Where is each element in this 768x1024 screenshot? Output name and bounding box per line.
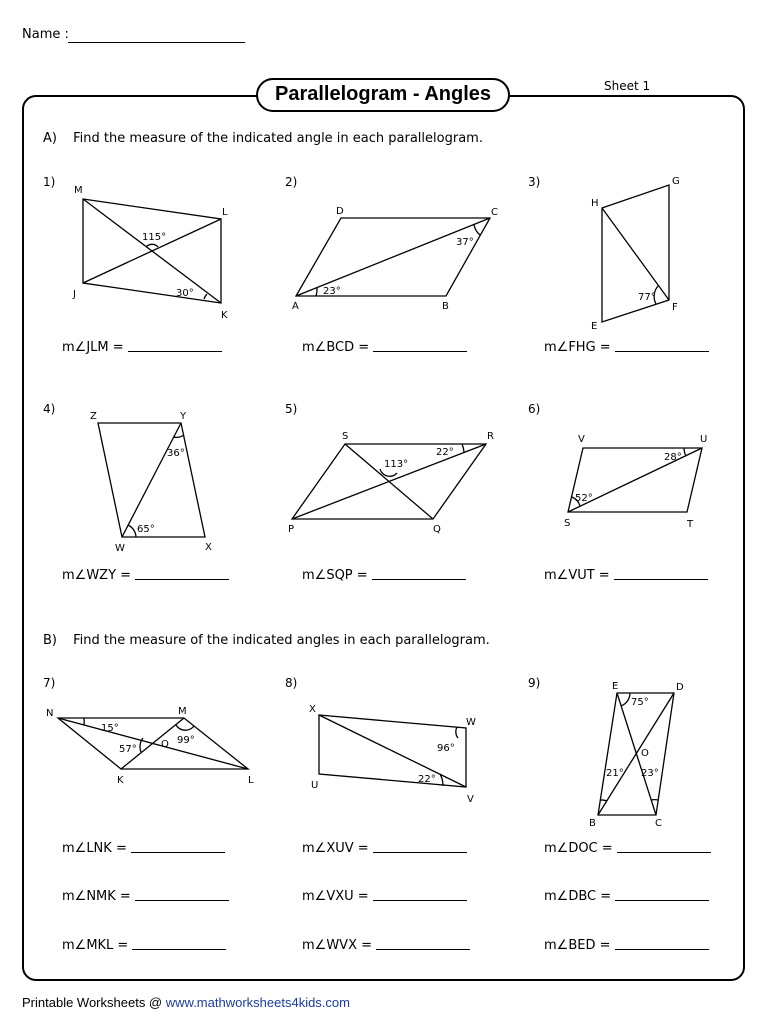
section-b-label: B) bbox=[43, 633, 57, 648]
figure-5 bbox=[288, 431, 494, 535]
vertex-label: L bbox=[222, 207, 228, 218]
vertex-label: K bbox=[221, 310, 228, 321]
vertex-label: S bbox=[564, 518, 571, 529]
problem-number-7: 7) bbox=[43, 676, 56, 690]
figure-6 bbox=[564, 434, 707, 530]
diagonal-line bbox=[122, 423, 181, 537]
vertex-label: M bbox=[74, 185, 83, 196]
angle-label: 77° bbox=[638, 292, 656, 303]
vertex-label: B bbox=[589, 818, 596, 829]
vertex-label: P bbox=[288, 524, 295, 535]
answer-label: m∠VUT = bbox=[544, 568, 610, 583]
figure-8 bbox=[309, 704, 476, 805]
vertex-label: H bbox=[591, 198, 599, 209]
problem-number-8: 8) bbox=[285, 676, 298, 690]
vertex-label: T bbox=[687, 519, 694, 530]
angle-arc bbox=[621, 693, 630, 706]
answer-label: m∠MKL = bbox=[62, 938, 129, 953]
vertex-label: G bbox=[672, 176, 680, 187]
angle-label: 36° bbox=[167, 448, 185, 459]
answer-label: m∠DOC = bbox=[544, 841, 613, 856]
vertex-label: S bbox=[342, 431, 349, 442]
vertex-label: D bbox=[336, 206, 344, 217]
angle-label: 37° bbox=[456, 237, 474, 248]
angle-label: 23° bbox=[641, 768, 659, 779]
problem-number-2: 2) bbox=[285, 175, 298, 189]
angle-label: 21° bbox=[606, 768, 624, 779]
figure-3 bbox=[591, 176, 680, 332]
angle-label: 22° bbox=[436, 447, 454, 458]
answer-label: m∠SQP = bbox=[302, 568, 368, 583]
vertex-label: E bbox=[591, 321, 598, 332]
angle-label: 15° bbox=[101, 723, 119, 734]
diagonal-line bbox=[296, 218, 490, 296]
diagonal-line bbox=[598, 693, 674, 815]
vertex-label: O bbox=[161, 739, 169, 750]
answer-label: m∠VXU = bbox=[302, 889, 369, 904]
angle-arc bbox=[600, 800, 607, 801]
figure-7 bbox=[46, 706, 254, 786]
answer-label: m∠JLM = bbox=[62, 340, 124, 355]
vertex-label: V bbox=[467, 794, 474, 805]
problem-number-6: 6) bbox=[528, 402, 541, 416]
vertex-label: B bbox=[442, 301, 449, 312]
angle-label: 75° bbox=[631, 697, 649, 708]
footer-prefix: Printable Worksheets @ bbox=[22, 995, 163, 1010]
vertex-label: R bbox=[487, 431, 494, 442]
angle-label: 113° bbox=[384, 459, 409, 470]
angle-label: 57° bbox=[119, 744, 137, 755]
vertex-label: V bbox=[578, 434, 585, 445]
angle-label: 23° bbox=[323, 286, 341, 297]
vertex-label: W bbox=[466, 717, 476, 728]
answer-label: m∠NMK = bbox=[62, 889, 131, 904]
figure-2 bbox=[292, 206, 498, 312]
vertex-label: Q bbox=[433, 524, 441, 535]
section-b-instruction: Find the measure of the indicated angles in each parallelogram. bbox=[73, 633, 490, 648]
answer-label: m∠DBC = bbox=[544, 889, 612, 904]
figure-4 bbox=[90, 411, 212, 554]
vertex-label: X bbox=[205, 542, 212, 553]
angle-label: 28° bbox=[664, 452, 682, 463]
problem-number-9: 9) bbox=[528, 676, 541, 690]
angle-label: 22° bbox=[418, 774, 436, 785]
diagonal-line bbox=[83, 219, 221, 283]
angle-label: 99° bbox=[177, 735, 195, 746]
angle-label: 52° bbox=[575, 493, 593, 504]
vertex-label: F bbox=[672, 302, 678, 313]
answer-label: m∠LNK = bbox=[62, 841, 127, 856]
diagonal-line bbox=[345, 444, 433, 519]
angle-label: 115° bbox=[142, 232, 167, 243]
angle-arc bbox=[462, 444, 464, 452]
vertex-label: C bbox=[655, 818, 662, 829]
vertex-label: A bbox=[292, 301, 299, 312]
vertex-label: M bbox=[178, 706, 187, 717]
page-title: Parallelogram - Angles bbox=[256, 78, 510, 112]
answer-label: m∠BCD = bbox=[302, 340, 370, 355]
angle-arc bbox=[684, 448, 686, 456]
problem-number-3: 3) bbox=[528, 175, 541, 189]
name-label: Name : bbox=[22, 27, 69, 42]
vertex-label: E bbox=[612, 681, 619, 692]
angle-arc bbox=[316, 288, 317, 296]
vertex-label: D bbox=[676, 682, 684, 693]
angle-arc bbox=[204, 294, 207, 299]
problem-number-1: 1) bbox=[43, 175, 56, 189]
vertex-label: Y bbox=[180, 411, 187, 422]
footer bbox=[22, 995, 350, 1010]
problem-number-5: 5) bbox=[285, 402, 298, 416]
vertex-label: O bbox=[641, 748, 649, 759]
vertex-label: W bbox=[115, 543, 125, 554]
diagonal-line bbox=[602, 208, 669, 300]
angle-arc bbox=[146, 244, 158, 247]
vertex-label: X bbox=[309, 704, 316, 715]
vertex-label: C bbox=[491, 207, 498, 218]
vertex-label: L bbox=[248, 775, 254, 786]
angle-label: 65° bbox=[137, 524, 155, 535]
vertex-label: K bbox=[117, 775, 124, 786]
figure-9 bbox=[589, 681, 684, 829]
angle-label: 30° bbox=[176, 288, 194, 299]
answer-label: m∠WVX = bbox=[302, 938, 372, 953]
sheet-number: Sheet 1 bbox=[604, 79, 651, 93]
answer-label: m∠FHG = bbox=[544, 340, 611, 355]
answer-label: m∠BED = bbox=[544, 938, 611, 953]
vertex-label: N bbox=[46, 708, 54, 719]
angle-arc bbox=[128, 525, 136, 537]
footer-link[interactable]: www.mathworksheets4kids.com bbox=[165, 995, 350, 1010]
vertex-label: J bbox=[73, 289, 76, 300]
problem-number-4: 4) bbox=[43, 402, 56, 416]
figure-1 bbox=[72, 185, 228, 321]
angle-arc bbox=[474, 225, 480, 235]
angle-arc bbox=[456, 727, 458, 738]
answer-label: m∠WZY = bbox=[62, 568, 132, 583]
section-a-label: A) bbox=[43, 131, 57, 146]
section-a-instruction: Find the measure of the indicated angle in each parallelogram. bbox=[73, 131, 483, 146]
vertex-label: U bbox=[311, 780, 319, 791]
vertex-label: Z bbox=[90, 411, 97, 422]
answer-label: m∠XUV = bbox=[302, 841, 369, 856]
angle-label: 96° bbox=[437, 743, 455, 754]
vertex-label: U bbox=[700, 434, 708, 445]
angle-arc bbox=[176, 725, 194, 730]
